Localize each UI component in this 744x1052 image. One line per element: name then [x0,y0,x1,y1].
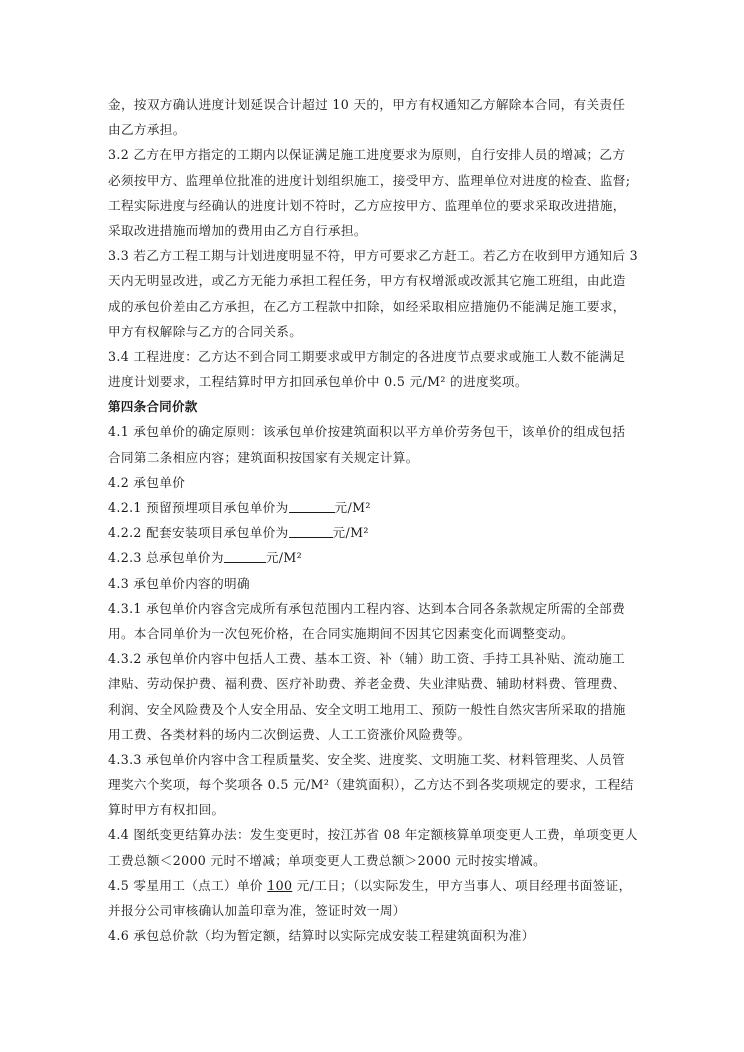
price-unit: 元/M² [332,525,369,541]
text-line: 并报分公司审核确认加盖印章为准，签证时效一周） [108,903,406,918]
text-line: 4.1 承包单价的确定原则：该承包单价按建筑面积以平方单价劳务包干，该单价的组成包括 [108,424,626,440]
text-line: 用工费、各类材料的场内二次倒运费、人工工资涨价风险费等。 [108,726,471,742]
text-line: 4.3.2 承包单价内容中包括人工费、基本工资、补（辅）助工资、手持工具补贴、流动施工 [108,651,626,667]
text-line: 天内无明显改进，或乙方无能力承担工程任务，甲方有权增派或改派其它施工班组，由此造 [108,273,626,289]
text-line: 甲方有权解除与乙方的合同关系。 [108,323,303,339]
section-heading: 4.3 承包单价内容的明确 [108,575,250,591]
day-labor-label: 4.5 零星用工（点工）单价 [108,877,268,893]
price-unit: 元/M² [334,500,371,515]
text-line: 4.6 承包总价款（均为暂定额，结算时以实际完成安装工程建筑面积为准） [108,928,535,944]
article-4-heading: 第四条合同价款 [108,399,198,415]
section-heading: 4.2 承包单价 [108,474,186,490]
text-line: 利润、安全风险费及个人安全用品、安全文明工地用工、预防一般性自然灾害所采取的措施 [108,701,626,717]
text-line: 3.3 若乙方工程工期与计划进度明显不符，甲方可要求乙方赶工。若乙方在收到甲方通知后 3 [108,248,639,264]
price-label: 4.2.1 预留预埋项目承包单价为 [108,500,289,515]
text-line: 3.4 工程进度：乙方达不到合同工期要求或甲方制定的各进度节点要求或施工人数不能满足 [108,348,626,364]
price-label: 4.2.2 配套安装项目承包单价为 [108,525,289,541]
price-line-total [108,545,648,570]
text-line: 4.4 图纸变更结算办法：发生变更时，按江苏省 08 年定额核算单项变更人工费，单项变更人 [108,827,638,843]
blank-field[interactable] [224,548,266,563]
text-line: 必须按甲方、监理单位批准的进度计划组织施工，接受甲方、监理单位对进度的检查、监督; [108,172,631,188]
text-line: 算时甲方有权扣回。 [108,802,225,818]
text-line: 4.3.1 承包单价内容含完成所有承包范围内工程内容、达到本合同各条款规定所需的全部费 [108,600,626,616]
day-labor-amount: 100 [267,877,293,893]
text-line: 采取改进措施而增加的费用由乙方自行承担。 [108,222,367,238]
text-line: 金，按双方确认进度计划延误合计超过 10 天的，甲方有权通知乙方解除本合同，有关责任 [108,97,626,112]
text-line: 由乙方承担。 [108,122,186,138]
text-line: 4.3.3 承包单价内容中含工程质量奖、安全奖、进度奖、文明施工奖、材料管理奖、人员管 [108,751,626,767]
price-line-installation [108,520,648,545]
text-line: 理奖六个奖项，每个奖项各 0.5 元/M²（建筑面积），乙方达不到各奖项规定的要求，工程结 [108,777,634,793]
price-line-preburied [108,495,648,520]
contract-page [108,92,648,948]
text-line: 进度计划要求，工程结算时甲方扣回承包单价中 0.5 元/M² 的进度奖项。 [108,374,528,390]
text-line: 合同第二条相应内容；建筑面积按国家有关规定计算。 [108,449,419,465]
day-labor-line [108,873,648,898]
text-line: 工费总额＜2000 元时不增减；单项变更人工费总额＞2000 元时按实增减。 [108,852,547,868]
price-unit: 元/M² [265,550,302,566]
text-line: 用。本合同单价为一次包死价格，在合同实施期间不因其它因素变化而调整变动。 [108,625,574,641]
day-labor-rest: 元/工日；（以实际发生，甲方当事人、项目经理书面签证， [292,877,632,893]
blank-field[interactable] [289,523,333,538]
text-line: 津贴、劳动保护费、福利费、医疗补助费、养老金费、失业津贴费、辅助材料费、管理费、 [108,676,626,692]
blank-field[interactable] [289,498,335,513]
text-line: 工程实际进度与经确认的进度计划不符时，乙方应按甲方、监理单位的要求采取改进措施， [108,197,626,213]
text-line: 3.2 乙方在甲方指定的工期内以保证满足施工进度要求为原则，自行安排人员的增减；乙方 [108,147,626,163]
price-label: 4.2.3 总承包单价为 [108,550,224,566]
text-line: 成的承包价差由乙方承担，在乙方工程款中扣除，如经采取相应措施仍不能满足施工要求， [108,298,626,314]
